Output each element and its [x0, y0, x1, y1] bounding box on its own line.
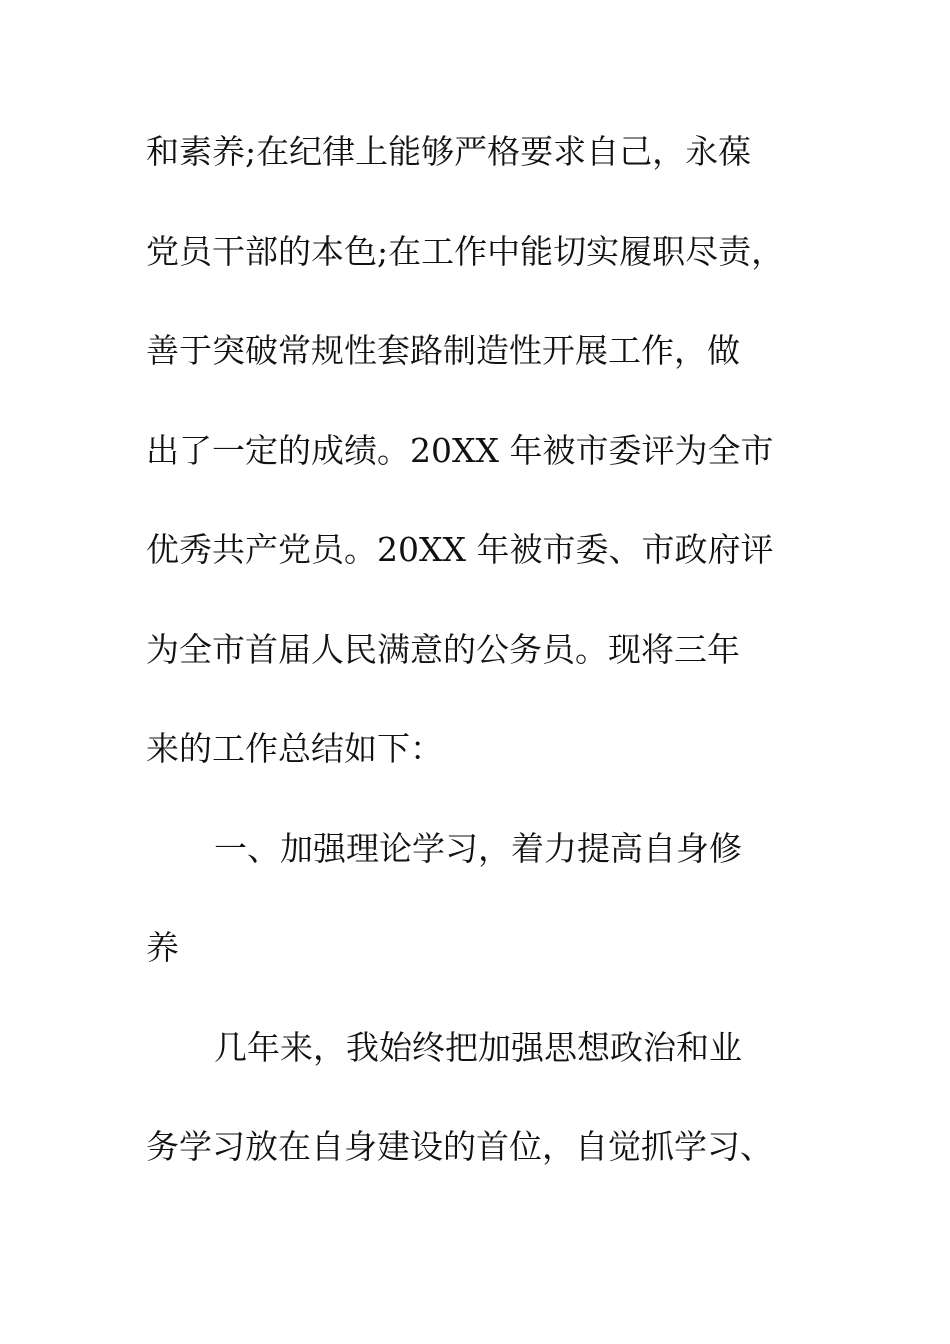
paragraph-start-line: 几年来，我始终把加强思想政治和业: [214, 1028, 742, 1067]
text-line: 和素养;在纪律上能够严格要求自己，永葆: [146, 132, 752, 171]
text-line: 出了一定的成绩。20XX 年被市委评为全市: [146, 431, 774, 470]
text-line: 为全市首届人民满意的公务员。现将三年: [146, 630, 740, 669]
text-line: 来的工作总结如下：: [146, 729, 443, 768]
text-line: 务学习放在自身建设的首位，自觉抓学习、: [146, 1127, 773, 1166]
text-line: 优秀共产党员。20XX 年被市委、市政府评: [146, 530, 774, 569]
section-heading: 一、加强理论学习，着力提高自身修: [214, 829, 742, 868]
text-line: 党员干部的本色;在工作中能切实履职尽责，: [146, 232, 785, 271]
text-line: 善于突破常规性套路制造性开展工作，做: [146, 331, 740, 370]
section-heading-continuation: 养: [146, 928, 179, 967]
